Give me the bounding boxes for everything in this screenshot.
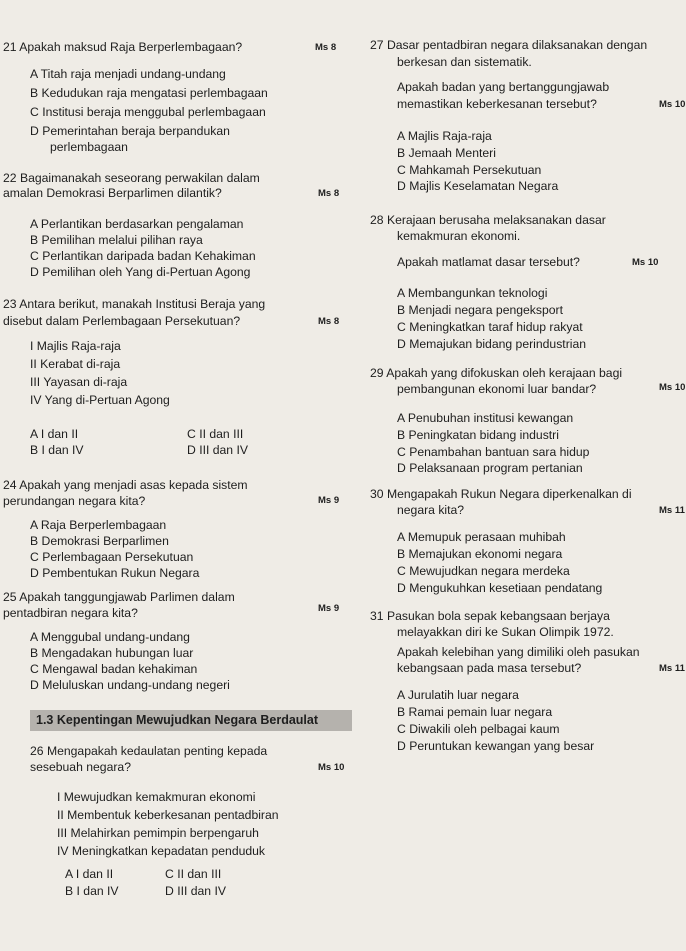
mark-reference: Ms 11 — [659, 505, 685, 516]
question-prompt-line-2: negara kita? — [397, 503, 465, 517]
option-a[interactable]: A Menggubal undang-undang — [30, 630, 190, 644]
option-a[interactable]: A Perlantikan berdasarkan pengalaman — [30, 217, 244, 231]
statement-i: I Mewujudkan kemakmuran ekonomi — [57, 790, 256, 804]
statement-iv: IV Meningkatkan kepadatan penduduk — [57, 844, 266, 858]
question-prompt: 26 Mengapakah kedaulatan penting kepada — [30, 744, 268, 758]
option-b[interactable]: B Pemilihan melalui pilihan raya — [30, 233, 203, 247]
statement-iii: III Melahirkan pemimpin berpengaruh — [57, 826, 259, 840]
section-title: 1.3 Kepentingan Mewujudkan Negara Berdaulat — [36, 713, 319, 727]
section-header-bar — [30, 710, 352, 731]
question-prompt: 22 Bagaimanakah seseorang perwakilan dalam — [3, 171, 260, 185]
option-a[interactable]: A Jurulatih luar negara — [397, 688, 519, 702]
question-prompt-line-3: Apakah kelebihan yang dimiliki oleh pasukan — [397, 645, 640, 659]
option-d[interactable]: D Pembentukan Rukun Negara — [30, 566, 200, 580]
mark-reference: Ms 10 — [659, 382, 686, 393]
option-b[interactable]: B Kedudukan raja mengatasi perlembagaan — [30, 86, 268, 100]
option-b[interactable]: B Ramai pemain luar negara — [397, 705, 553, 719]
mark-reference: Ms 9 — [318, 495, 340, 506]
option-c[interactable]: C Perlantikan daripada badan Kehakiman — [30, 249, 256, 263]
statement-ii: II Kerabat di-raja — [30, 357, 121, 371]
question-prompt: 21 Apakah maksud Raja Berperlembagaan? — [3, 40, 243, 54]
option-b[interactable]: B Menjadi negara pengeksport — [397, 303, 563, 317]
option-b[interactable]: B Memajukan ekonomi negara — [397, 547, 563, 561]
question-prompt: 25 Apakah tanggungjawab Parlimen dalam — [3, 590, 235, 604]
option-c[interactable]: C Institusi beraja menggubal perlembagaan — [30, 105, 266, 119]
mark-reference: Ms 8 — [318, 316, 340, 327]
question-prompt-line-4: kebangsaan pada masa tersebut? — [397, 661, 582, 675]
option-b[interactable]: B Jemaah Menteri — [397, 146, 496, 160]
option-c[interactable]: C Meningkatkan taraf hidup rakyat — [397, 320, 583, 334]
question-prompt-line-3: Apakah matlamat dasar tersebut? — [397, 255, 580, 269]
statement-ii: II Membentuk keberkesanan pentadbiran — [57, 808, 279, 822]
option-d[interactable]: D Majlis Keselamatan Negara — [397, 179, 559, 193]
option-d[interactable]: D Memajukan bidang perindustrian — [397, 337, 587, 351]
question-prompt: 29 Apakah yang difokuskan oleh kerajaan bagi — [370, 366, 623, 380]
option-c[interactable]: C II dan III — [187, 427, 244, 441]
option-c[interactable]: C Mengawal badan kehakiman — [30, 662, 198, 676]
mark-reference: Ms 10 — [659, 99, 686, 110]
option-d[interactable]: D III dan IV — [187, 443, 248, 457]
statement-iv: IV Yang di-Pertuan Agong — [30, 393, 170, 407]
option-d[interactable]: D Peruntukan kewangan yang besar — [397, 739, 595, 753]
question-prompt-line-2: pembangunan ekonomi luar bandar? — [397, 382, 597, 396]
option-c[interactable]: C Perlembagaan Persekutuan — [30, 550, 194, 564]
question-prompt: 27 Dasar pentadbiran negara dilaksanakan dengan — [370, 38, 648, 52]
question-prompt-line-2: kemakmuran ekonomi. — [397, 229, 521, 243]
statement-i: I Majlis Raja-raja — [30, 339, 121, 353]
option-b[interactable]: B I dan IV — [30, 443, 84, 457]
option-c[interactable]: C II dan III — [165, 867, 222, 881]
option-d[interactable]: D Meluluskan undang-undang negeri — [30, 678, 230, 692]
question-prompt-line-2: pentadbiran negara kita? — [3, 606, 138, 620]
option-a[interactable]: A I dan II — [65, 867, 114, 881]
option-d[interactable]: D Mengukuhkan kesetiaan pendatang — [397, 581, 603, 595]
option-c[interactable]: C Mahkamah Persekutuan — [397, 163, 542, 177]
question-prompt-line-2: berkesan dan sistematik. — [397, 55, 532, 69]
option-d-continued: perlembagaan — [50, 140, 128, 154]
option-c[interactable]: C Penambahan bantuan sara hidup — [397, 445, 590, 459]
question-prompt-line-2: amalan Demokrasi Berparlimen dilantik? — [3, 186, 222, 200]
option-b[interactable]: B I dan IV — [65, 884, 119, 898]
question-prompt-line-3: Apakah badan yang bertanggungjawab — [397, 80, 610, 94]
question-prompt: 23 Antara berikut, manakah Institusi Beraja yang — [3, 297, 266, 311]
option-a[interactable]: A Titah raja menjadi undang-undang — [30, 67, 226, 81]
option-a[interactable]: A Penubuhan institusi kewangan — [397, 411, 574, 425]
question-prompt: 30 Mengapakah Rukun Negara diperkenalkan di — [370, 487, 632, 501]
option-a[interactable]: A I dan II — [30, 427, 79, 441]
question-prompt-line-2: sesebuah negara? — [30, 760, 131, 774]
option-d[interactable]: D Pemilihan oleh Yang di-Pertuan Agong — [30, 265, 251, 279]
option-b[interactable]: B Peningkatan bidang industri — [397, 428, 559, 442]
question-prompt: 31 Pasukan bola sepak kebangsaan berjaya — [370, 609, 610, 623]
option-d[interactable]: D Pemerintahan beraja berpandukan — [30, 124, 230, 138]
option-a[interactable]: A Memupuk perasaan muhibah — [397, 530, 566, 544]
option-d[interactable]: D Pelaksanaan program pertanian — [397, 461, 583, 475]
mark-reference: Ms 9 — [318, 603, 340, 614]
question-prompt: 28 Kerajaan berusaha melaksanakan dasar — [370, 213, 606, 227]
statement-iii: III Yayasan di-raja — [30, 375, 128, 389]
option-a[interactable]: A Membangunkan teknologi — [397, 286, 548, 300]
option-d[interactable]: D III dan IV — [165, 884, 226, 898]
mark-reference: Ms 10 — [632, 257, 659, 268]
option-c[interactable]: C Mewujudkan negara merdeka — [397, 564, 570, 578]
option-a[interactable]: A Raja Berperlembagaan — [30, 518, 167, 532]
question-prompt-line-2: disebut dalam Perlembagaan Persekutuan? — [3, 314, 241, 328]
option-c[interactable]: C Diwakili oleh pelbagai kaum — [397, 722, 560, 736]
mark-reference: Ms 10 — [318, 762, 345, 773]
question-prompt-line-4: memastikan keberkesanan tersebut? — [397, 97, 597, 111]
mark-reference: Ms 11 — [659, 663, 685, 674]
question-prompt-line-2: melayakkan diri ke Sukan Olimpik 1972. — [397, 625, 614, 639]
question-prompt: 24 Apakah yang menjadi asas kepada sistem — [3, 478, 248, 492]
question-prompt-line-2: perundangan negara kita? — [3, 494, 146, 508]
mark-reference: Ms 8 — [318, 188, 340, 199]
option-b[interactable]: B Demokrasi Berparlimen — [30, 534, 169, 548]
mark-reference: Ms 8 — [315, 42, 337, 53]
option-a[interactable]: A Majlis Raja-raja — [397, 129, 492, 143]
option-b[interactable]: B Mengadakan hubungan luar — [30, 646, 194, 660]
